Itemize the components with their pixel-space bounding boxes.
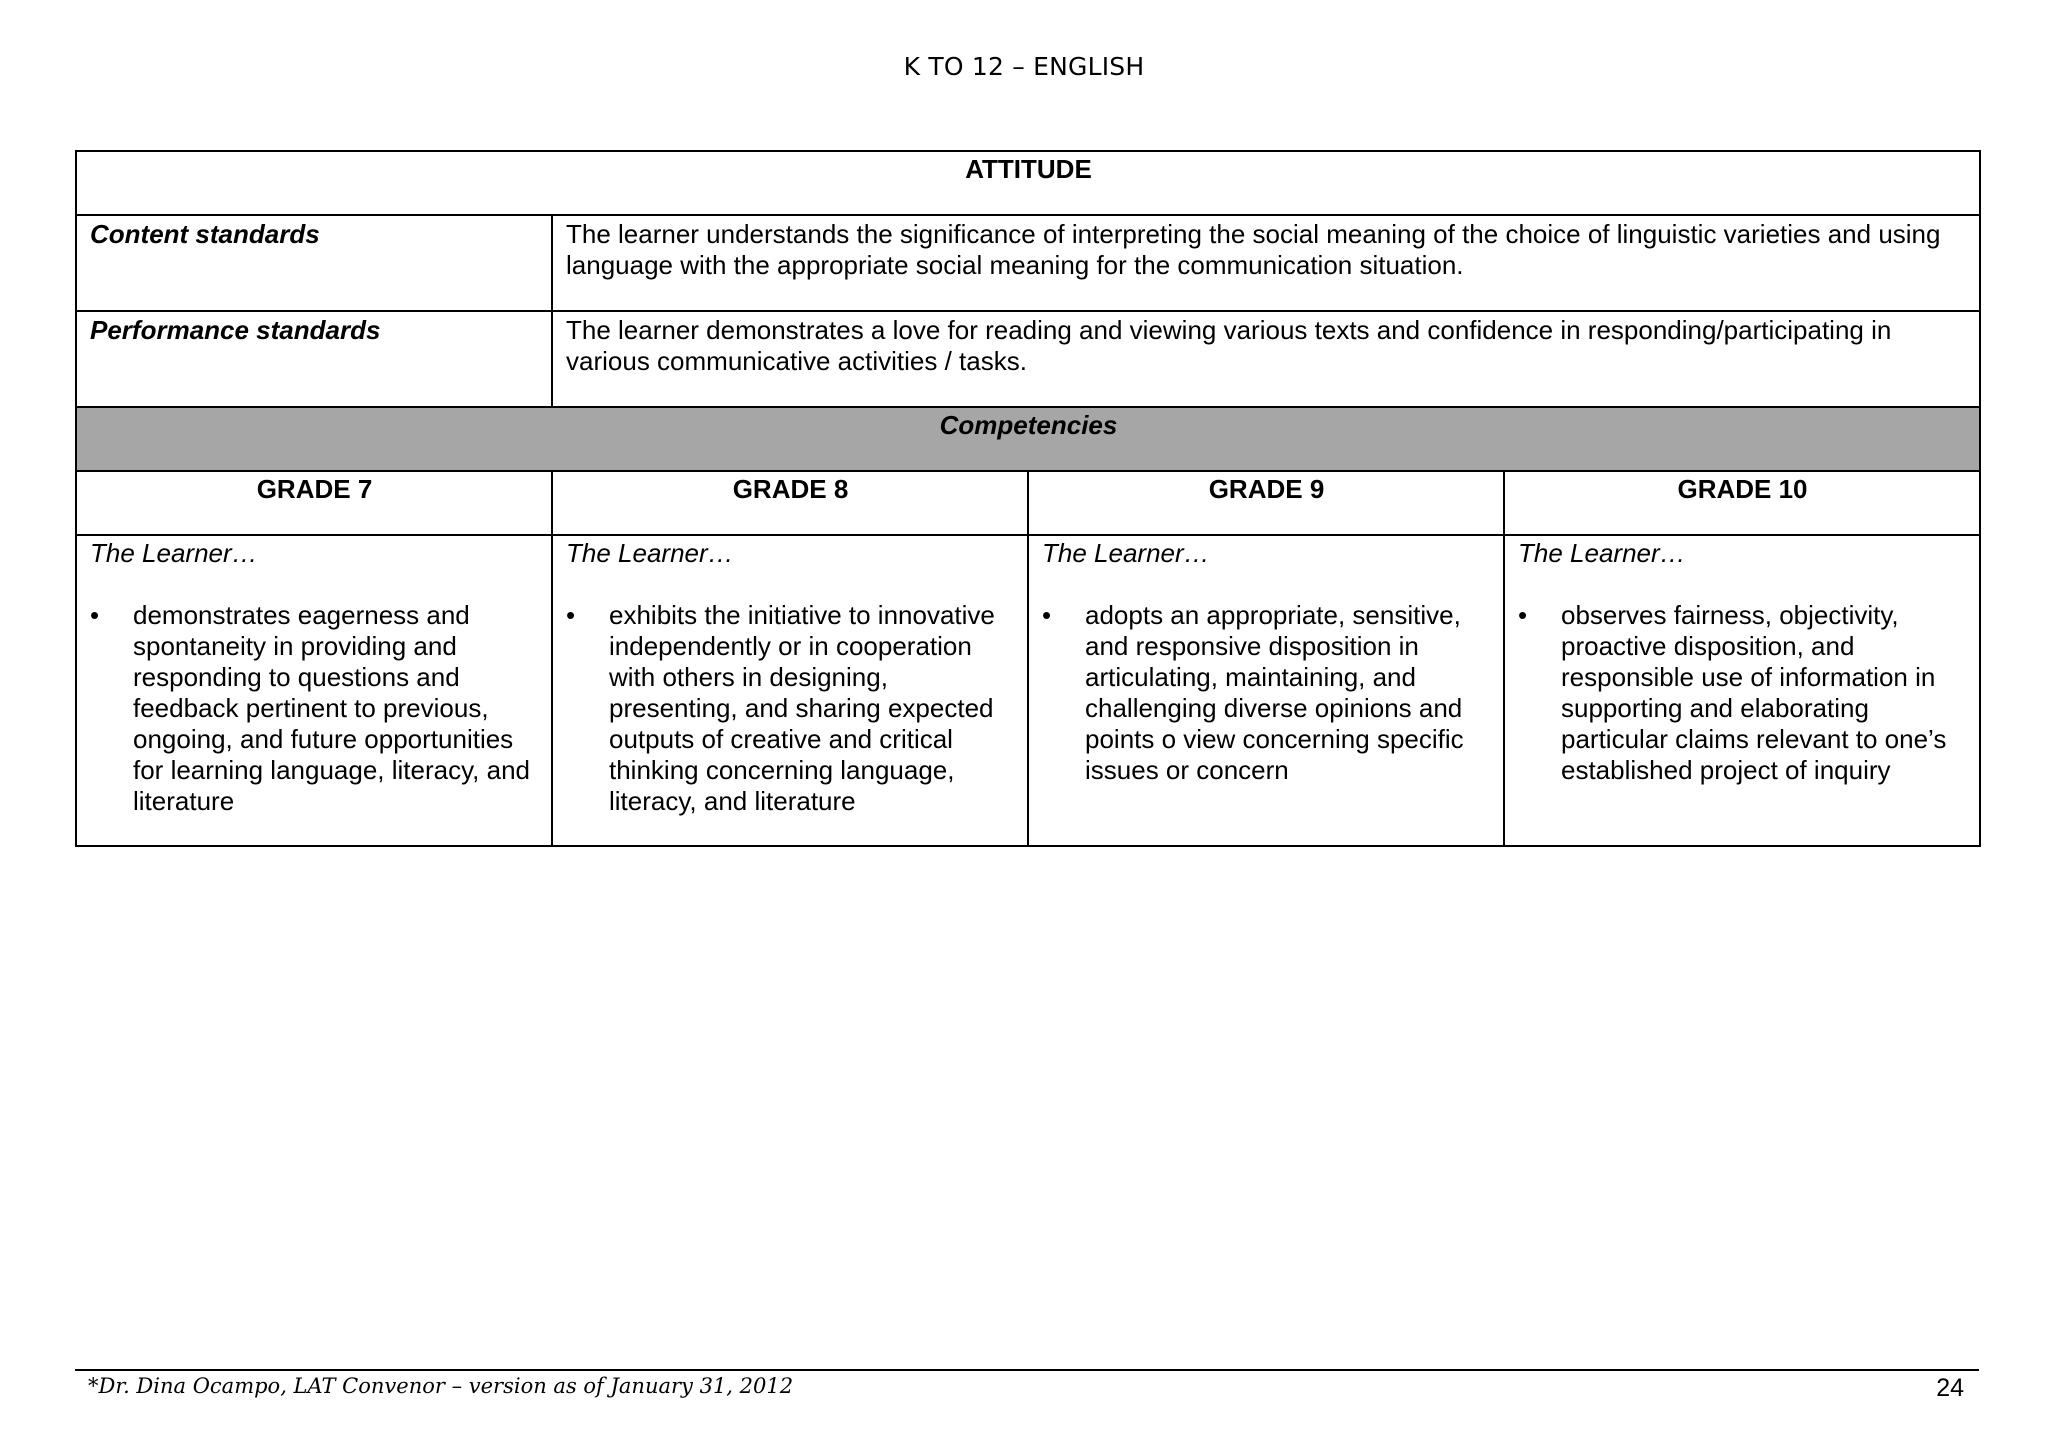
page-header: K TO 12 – ENGLISH — [903, 52, 1145, 81]
bullet-icon: • — [1042, 600, 1052, 630]
performance-standards-text-cell — [552, 311, 1980, 407]
grade-9-header: GRADE 9 — [1208, 474, 1325, 504]
competencies-label: Competencies — [939, 410, 1118, 440]
performance-standards-label: Performance standards — [90, 315, 381, 345]
performance-standards-text: The learner demonstrates a love for reading and viewing various texts and confidence in responding/participating in various communicative activities / tasks. — [566, 315, 1892, 376]
performance-standards-row — [76, 311, 1980, 407]
bullet-icon: • — [566, 600, 576, 630]
list-item — [1518, 600, 1967, 786]
list-item — [566, 600, 1015, 817]
table-title: ATTITUDE — [965, 154, 1092, 184]
footer-note: *Dr. Dina Ocampo, LAT Convenor – version as of January 31, 2012 — [88, 1374, 794, 1398]
content-standards-row — [76, 215, 1980, 311]
grade-10-competency-text: observes fairness, objectivity, proactive disposition, and responsible use of information in supporting and elaborating particular claims relevant to one’s established project of inquiry — [1561, 600, 1947, 785]
table-title-row — [76, 151, 1980, 215]
grade-9-competency-cell — [1028, 535, 1504, 846]
grade-8-competency-cell — [552, 535, 1028, 846]
bullet-icon: • — [1518, 600, 1528, 630]
grade-7-competency-text: demonstrates eagerness and spontaneity in providing and responding to questions and feedback pertinent to previous, ongoing, and future opportunities for learning language, literacy, and literature — [133, 600, 530, 816]
grade-8-header-cell — [552, 471, 1028, 535]
competency-row — [76, 535, 1980, 846]
competencies-row — [76, 407, 1980, 471]
footer-divider — [75, 1369, 1979, 1371]
table-title-cell — [76, 151, 1980, 215]
content-standards-label-cell — [76, 215, 552, 311]
grade-9-learner-intro: The Learner… — [1042, 538, 1210, 568]
grade-9-header-cell — [1028, 471, 1504, 535]
grade-8-competency-text: exhibits the initiative to innovative independently or in cooperation with others in designing, presenting, and sharing expected outputs of creative and critical thinking concerning language, literacy, and literature — [609, 600, 995, 816]
grade-7-learner-intro: The Learner… — [90, 538, 258, 568]
content-standards-label: Content standards — [90, 219, 320, 249]
page-number: 24 — [1936, 1374, 1964, 1402]
grade-8-learner-intro: The Learner… — [566, 538, 734, 568]
grade-9-competency-list — [1042, 600, 1491, 786]
competencies-cell — [76, 407, 1980, 471]
grade-7-competency-list — [90, 600, 539, 817]
grade-7-header: GRADE 7 — [256, 474, 373, 504]
content-standards-text-cell — [552, 215, 1980, 311]
grade-10-header-cell — [1504, 471, 1980, 535]
list-item — [90, 600, 539, 817]
grade-8-competency-list — [566, 600, 1015, 817]
attitude-table — [75, 150, 1981, 847]
content-standards-text: The learner understands the significance of interpreting the social meaning of the choice of linguistic varieties and using language with the appropriate social meaning for the communication situation. — [566, 219, 1941, 280]
performance-standards-label-cell — [76, 311, 552, 407]
grade-10-competency-list — [1518, 600, 1967, 786]
grade-10-competency-cell — [1504, 535, 1980, 846]
grade-10-header: GRADE 10 — [1677, 474, 1808, 504]
grade-8-header: GRADE 8 — [732, 474, 849, 504]
grade-7-header-cell — [76, 471, 552, 535]
grade-header-row — [76, 471, 1980, 535]
grade-9-competency-text: adopts an appropriate, sensitive, and responsive disposition in articulating, maintaining, and challenging diverse opinions and points o view concerning specific issues or concern — [1085, 600, 1464, 785]
list-item — [1042, 600, 1491, 786]
grade-7-competency-cell — [76, 535, 552, 846]
bullet-icon: • — [90, 600, 100, 630]
grade-10-learner-intro: The Learner… — [1518, 538, 1686, 568]
